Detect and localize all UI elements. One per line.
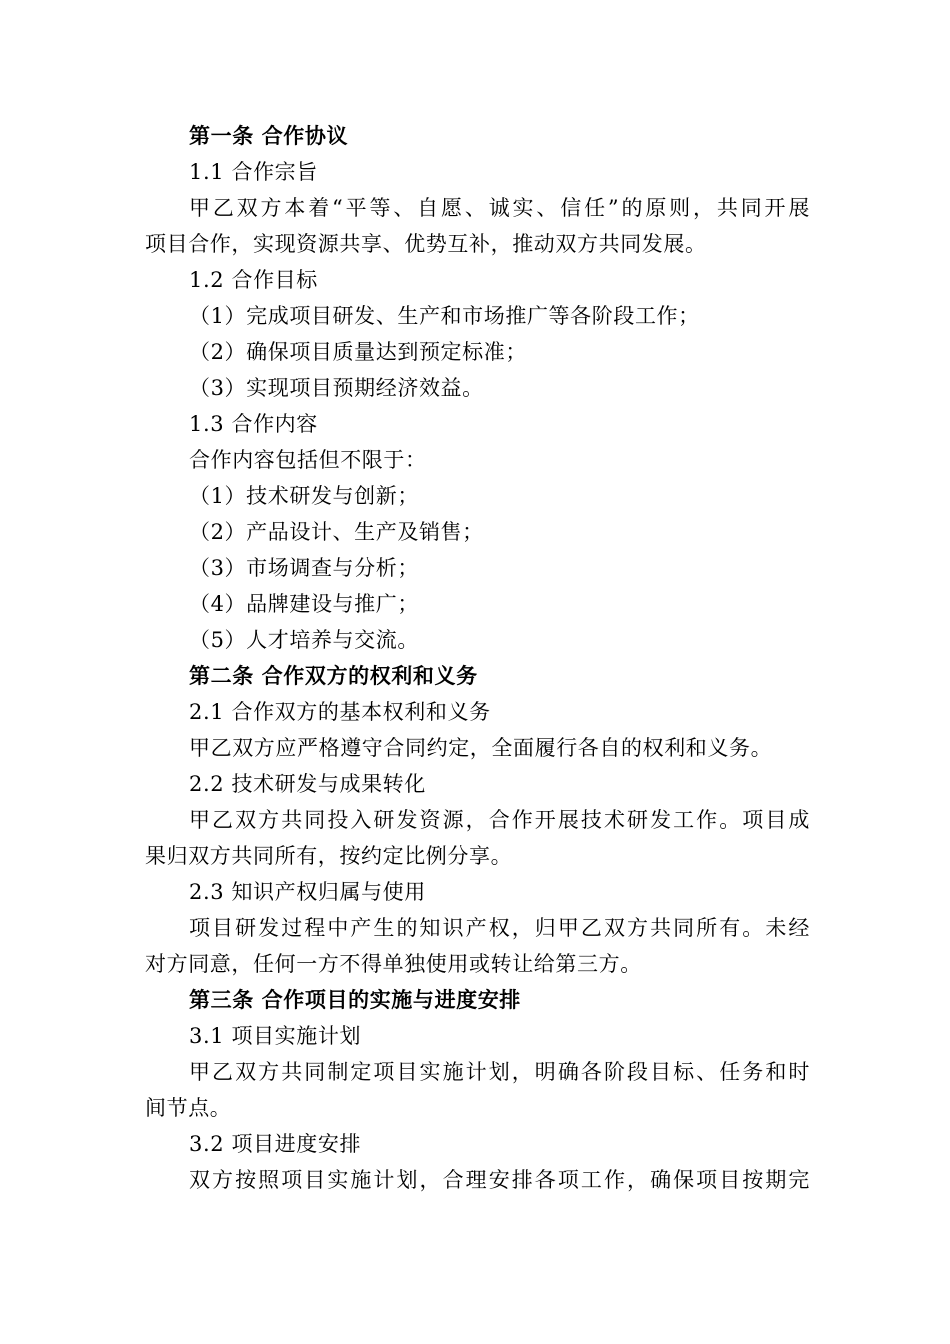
paragraph-line: 间节点。 [145, 1096, 232, 1120]
list-item: （1）完成项目研发、生产和市场推广等各阶段工作； [189, 304, 700, 328]
article-2-heading: 第二条 合作双方的权利和义务 [189, 663, 478, 688]
section-3-2-title: 3.2 项目进度安排 [189, 1132, 362, 1156]
section-2-2-title: 2.2 技术研发与成果转化 [189, 772, 426, 796]
section-2-3-title: 2.3 知识产权归属与使用 [189, 880, 426, 904]
paragraph-line: 甲乙双方共同制定项目实施计划，明确各阶段目标、任务和时 [189, 1060, 810, 1084]
list-item: （3）市场调查与分析； [189, 556, 419, 580]
article-1-heading: 第一条 合作协议 [189, 123, 349, 148]
list-item: （2）产品设计、生产及销售； [189, 520, 484, 544]
paragraph-line: 果归双方共同所有，按约定比例分享。 [145, 844, 513, 868]
section-3-1-title: 3.1 项目实施计划 [189, 1024, 362, 1048]
section-1-2-title: 1.2 合作目标 [189, 268, 318, 292]
paragraph-line: 项目合作，实现资源共享、优势互补，推动双方共同发展。 [145, 232, 707, 256]
list-item: （2）确保项目质量达到预定标准； [189, 340, 527, 364]
list-item: （4）品牌建设与推广； [189, 592, 419, 616]
paragraph-line: 甲乙双方应严格遵守合同约定，全面履行各自的权利和义务。 [189, 736, 773, 760]
section-1-3-title: 1.3 合作内容 [189, 412, 318, 436]
paragraph-line: 对方同意，任何一方不得单独使用或转让给第三方。 [145, 952, 642, 976]
list-item: （1）技术研发与创新； [189, 484, 419, 508]
paragraph-line: 合作内容包括但不限于： [189, 448, 427, 472]
list-item: （3）实现项目预期经济效益。 [189, 376, 484, 400]
document-body [145, 118, 810, 1198]
paragraph-line: 甲乙双方本着“平等、自愿、诚实、信任”的原则，共同开展 [189, 196, 810, 220]
article-3-heading: 第三条 合作项目的实施与进度安排 [189, 987, 521, 1012]
paragraph-line: 项目研发过程中产生的知识产权，归甲乙双方共同所有。未经 [189, 916, 810, 940]
list-item: （5）人才培养与交流。 [189, 628, 419, 652]
section-1-1-title: 1.1 合作宗旨 [189, 160, 318, 184]
paragraph-line: 双方按照项目实施计划，合理安排各项工作，确保项目按期完 [189, 1168, 810, 1192]
section-2-1-title: 2.1 合作双方的基本权利和义务 [189, 700, 491, 724]
paragraph-line: 甲乙双方共同投入研发资源，合作开展技术研发工作。项目成 [189, 808, 810, 832]
